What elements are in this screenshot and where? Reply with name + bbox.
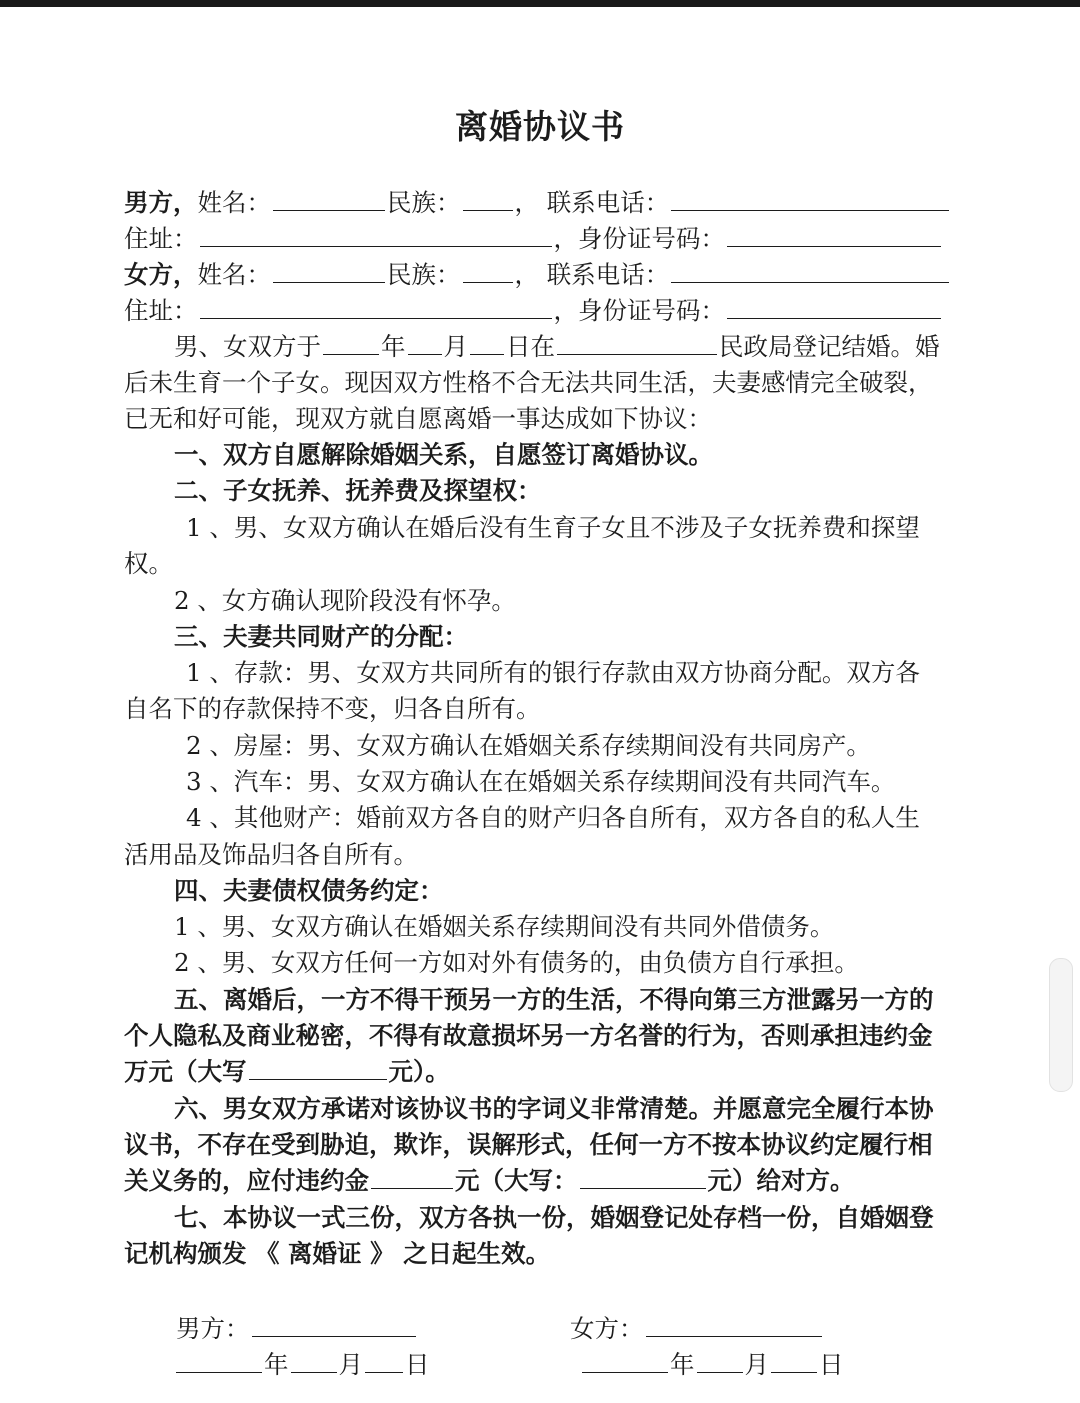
intro-line-1: 男、女双方于 年 月 日在 民政局登记结婚。婚 [174, 332, 940, 361]
section-7-line-1: 七、本协议一式三份，双方各执一份，婚姻登记处存档一份，自婚姻登 [174, 1203, 934, 1232]
male-phone-blank [671, 186, 949, 211]
section-5-line-1: 五、离婚后，一方不得干预另一方的生活，不得向第三方泄露另一方的 [174, 985, 934, 1014]
female-date-day-blank [771, 1348, 817, 1373]
intro-line-2: 后未生育一个子女。现因双方性格不合无法共同生活，夫妻感情完全破裂， [124, 368, 933, 397]
section-4-heading: 四、夫妻债权债务约定： [174, 876, 444, 905]
section-6-line-1: 六、男女双方承诺对该协议书的字词义非常清楚。并愿意完全履行本协 [174, 1094, 934, 1123]
female-info-row: 女方，姓名： 民族： ， 联系电话： [124, 257, 951, 293]
marriage-day-blank [470, 330, 504, 355]
female-address-blank [200, 294, 552, 319]
section-2-item-1b: 权。 [124, 549, 173, 578]
section-3-item-4b: 活用品及饰品归各自所有。 [124, 840, 418, 869]
male-date-row: 年 月 日 [174, 1347, 430, 1383]
marriage-month-blank [408, 330, 442, 355]
penalty-amount-words-blank [580, 1164, 706, 1189]
section-5-line-3: 万元（大写 元）。 [124, 1057, 450, 1086]
section-6-line-3: 关义务的，应付违约金 元（大写： 元）给对方。 [124, 1166, 855, 1195]
section-3-item-1a: 1 、存款：男、女双方共同所有的银行存款由双方协商分配。双方各 [186, 658, 920, 687]
section-2-item-1a: 1 、男、女双方确认在婚后没有生育子女且不涉及子女抚养费和探望 [186, 513, 920, 542]
male-signature-row: 男方： [176, 1311, 418, 1347]
male-date-year-blank [176, 1348, 262, 1373]
section-3-item-1b: 自名下的存款保持不变，归各自所有。 [124, 694, 541, 723]
female-date-year-blank [582, 1348, 668, 1373]
male-info-row: 男方，姓名： 民族： ， 联系电话： [124, 185, 951, 221]
male-date-month-blank [291, 1348, 337, 1373]
female-date-row: 年 月 日 [580, 1347, 844, 1383]
section-7-line-2: 记机构颁发 《 离婚证 》 之日起生效。 [124, 1239, 551, 1268]
section-6-line-2: 议书，不存在受到胁迫，欺诈，误解形式，任何一方不按本协议约定履行相 [124, 1130, 933, 1159]
female-phone-blank [671, 258, 949, 283]
male-id-blank [727, 222, 941, 247]
section-2-heading: 二、子女抚养、抚养费及探望权： [174, 476, 542, 505]
section-4-item-2: 2 、男、女双方任何一方如对外有债务的，由负债方自行承担。 [174, 948, 859, 977]
female-date-month-blank [697, 1348, 743, 1373]
male-address-row: 住址： ，身份证号码： [124, 221, 943, 257]
section-2-item-2: 2 、女方确认现阶段没有怀孕。 [174, 586, 516, 615]
penalty-words-blank [249, 1055, 387, 1080]
section-3-item-3: 3 、汽车：男、女双方确认在在婚姻关系存续期间没有共同汽车。 [186, 767, 896, 796]
female-signature-row: 女方： [570, 1311, 824, 1347]
section-3-item-4a: 4 、其他财产：婚前双方各自的财产归各自所有，双方各自的私人生 [186, 803, 920, 832]
document-title: 离婚协议书 [455, 107, 625, 146]
female-name-blank [273, 258, 385, 283]
section-5-line-2: 个人隐私及商业秘密，不得有故意损坏另一方名誉的行为，否则承担违约金 [124, 1021, 933, 1050]
male-date-day-blank [365, 1348, 403, 1373]
male-name-blank [273, 186, 385, 211]
female-address-row: 住址： ，身份证号码： [124, 293, 943, 329]
section-1: 一、双方自愿解除婚姻关系，自愿签订离婚协议。 [174, 440, 713, 469]
scroll-handle[interactable] [1049, 958, 1073, 1092]
section-4-item-1: 1 、男、女双方确认在婚姻关系存续期间没有共同外借债务。 [174, 912, 835, 941]
female-signature-blank [646, 1312, 822, 1337]
section-3-heading: 三、夫妻共同财产的分配： [174, 622, 468, 651]
top-bar [0, 0, 1080, 7]
male-signature-blank [252, 1312, 416, 1337]
penalty-amount-blank [371, 1164, 453, 1189]
male-address-blank [200, 222, 552, 247]
female-ethnic-blank [463, 258, 513, 283]
marriage-year-blank [323, 330, 379, 355]
section-3-item-2: 2 、房屋：男、女双方确认在婚姻关系存续期间没有共同房产。 [186, 731, 871, 760]
male-ethnic-blank [463, 186, 513, 211]
female-id-blank [727, 294, 941, 319]
bureau-blank [557, 330, 717, 355]
intro-line-3: 已无和好可能，现双方就自愿离婚一事达成如下协议： [124, 404, 712, 433]
